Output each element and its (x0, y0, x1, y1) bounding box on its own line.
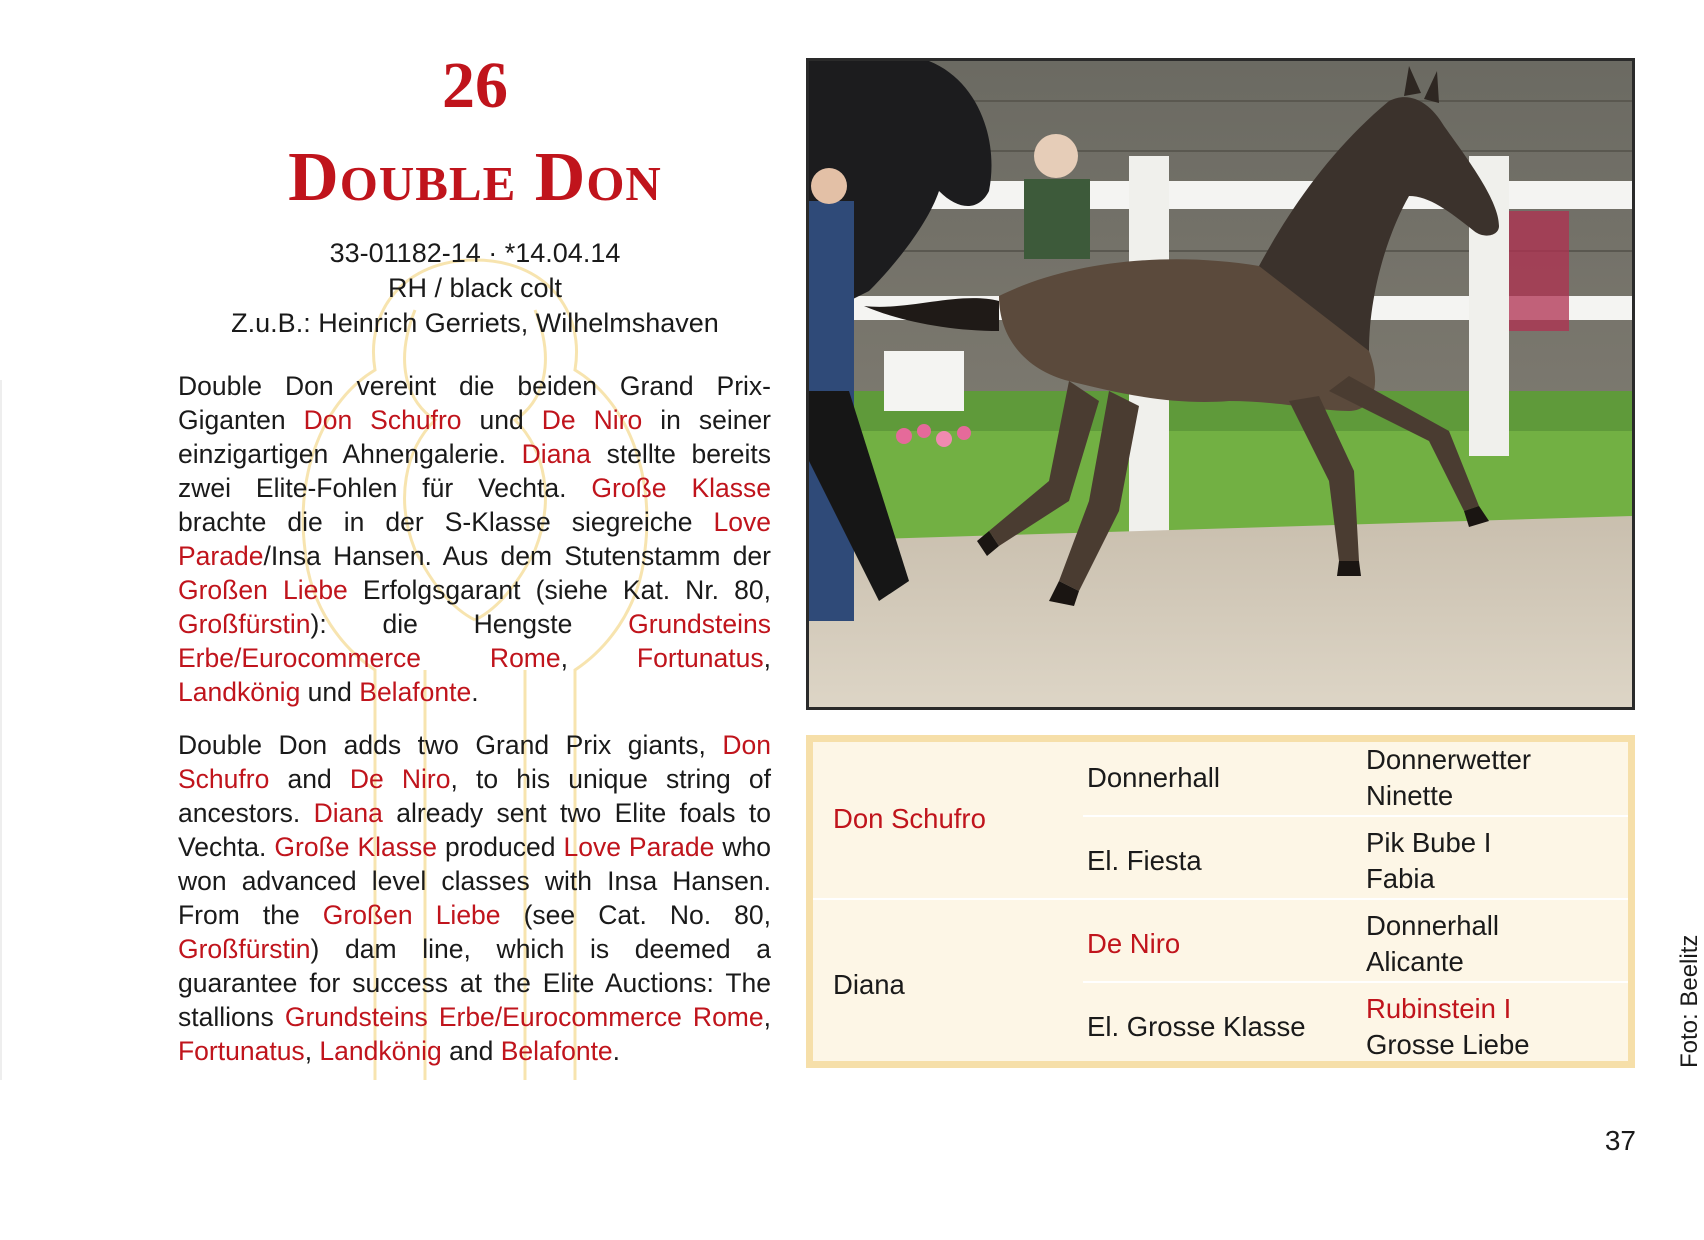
registration-number: 33-01182-14 · *14.04.14 (329, 238, 621, 268)
highlighted-name: Grundsteins Erbe/Eurocommerce Rome (178, 609, 771, 673)
highlighted-name: Diana (313, 798, 383, 828)
highlighted-name: Große Klasse (274, 832, 438, 862)
pedigree-divider (813, 898, 1628, 900)
highlighted-name: Love Parade (563, 832, 715, 862)
text-run: , (560, 643, 637, 673)
text-run: stellte bereits zwei Elite-Fohlen für Vechta. (178, 439, 771, 503)
text-run: ): die Hengste (310, 609, 629, 639)
pedigree-dd-dam: Grosse Liebe (1366, 1029, 1530, 1060)
highlighted-name: Belafonte (500, 1036, 613, 1066)
pedigree-divider (1083, 815, 1628, 817)
highlighted-name: Don Schufro (303, 405, 462, 435)
highlighted-name: Grundsteins Erbe/Eurocommerce Rome (284, 1002, 764, 1032)
text-run: . (612, 1036, 621, 1066)
page-number: 37 (1604, 1125, 1636, 1156)
pedigree-table (806, 735, 1635, 1068)
text-run: produced (437, 832, 564, 862)
highlighted-name: De Niro (349, 764, 451, 794)
text-run: , (304, 1036, 320, 1066)
highlighted-name: Belafonte (359, 677, 472, 707)
text-run: ) dam line, which is deemed a guarantee for success at the Elite Auctions: The stallions (178, 934, 771, 1032)
highlighted-name: Landkönig (319, 1036, 442, 1066)
text-run: in seiner einzigartigen Ahnengalerie. (178, 405, 772, 469)
pedigree-sd-dam: Fabia (1366, 863, 1435, 894)
text-run: (see Cat. No. 80, (500, 900, 772, 930)
highlighted-name: Großen Liebe (178, 575, 348, 605)
german-description (178, 369, 771, 709)
pedigree-sd-sire: Pik Bube I (1366, 827, 1492, 858)
text-run: and (441, 1036, 501, 1066)
highlighted-name: Großen Liebe (322, 900, 501, 930)
text-run: Double Don adds two Grand Prix giants, (178, 730, 723, 760)
highlighted-name: Love Parade (178, 507, 771, 571)
text-run: . (471, 677, 479, 707)
pedigree-ds-dam: Alicante (1366, 946, 1464, 977)
highlighted-name: Fortunatus (636, 643, 764, 673)
highlighted-name: Große Klasse (591, 473, 771, 503)
highlighted-name: Landkönig (178, 677, 301, 707)
photo-credit: Foto: Beelitz (1676, 934, 1703, 1068)
pedigree-ss-dam: Ninette (1366, 780, 1454, 811)
pedigree-divider (1083, 981, 1628, 983)
color-sex: RH / black colt (387, 273, 563, 303)
page-edge-line (0, 380, 2, 1080)
text-run: Erfolgsgarant (siehe Kat. Nr. 80, (347, 575, 771, 605)
german-paragraph (178, 369, 771, 709)
text-run: , (763, 643, 771, 673)
pedigree-ss-sire: Donnerwetter (1366, 744, 1532, 775)
english-paragraph (178, 728, 771, 1068)
highlighted-name: Großfürstin (178, 934, 311, 964)
lot-number: 26 (442, 49, 508, 122)
horse-name: Double Don (288, 139, 662, 216)
pedigree-dam-sire: De Niro (1087, 928, 1181, 959)
pedigree-sire: Don Schufro (833, 803, 986, 834)
text-run: und (461, 405, 542, 435)
pedigree-ds-sire: Donnerhall (1366, 910, 1500, 941)
pedigree-sire-dam: El. Fiesta (1087, 845, 1202, 876)
text-run: already sent two Elite foals to Vechta. (178, 798, 772, 862)
horse-details (180, 236, 770, 341)
highlighted-name: Großfürstin (178, 609, 311, 639)
english-description (178, 728, 771, 1068)
text-run: Double Don vereint die beiden Grand Prix-Giganten (178, 371, 771, 435)
text-run: /Insa Hansen. Aus dem Stutenstamm der (263, 541, 771, 571)
text-run: , to his unique string of ancestors. (178, 764, 771, 828)
highlighted-name: De Niro (541, 405, 643, 435)
pedigree-dam: Diana (833, 969, 905, 1000)
pedigree-sire-sire: Donnerhall (1087, 762, 1221, 793)
breeder: Z.u.B.: Heinrich Gerriets, Wilhelmshaven (231, 308, 719, 338)
highlighted-name: Fortunatus (178, 1036, 305, 1066)
highlighted-name: Don Schufro (178, 730, 771, 794)
text-run: , (763, 1002, 771, 1032)
text-run: brachte die in der S-Klasse siegreiche (178, 507, 714, 537)
pedigree-dam-dam: El. Grosse Klasse (1087, 1011, 1306, 1042)
horse-photo (806, 58, 1635, 710)
text-run: who won advanced level classes with Insa Hansen. From the (178, 832, 771, 930)
text-run: und (300, 677, 360, 707)
highlighted-name: Diana (521, 439, 591, 469)
text-run: and (269, 764, 350, 794)
pedigree-dd-sire: Rubinstein I (1366, 993, 1512, 1024)
